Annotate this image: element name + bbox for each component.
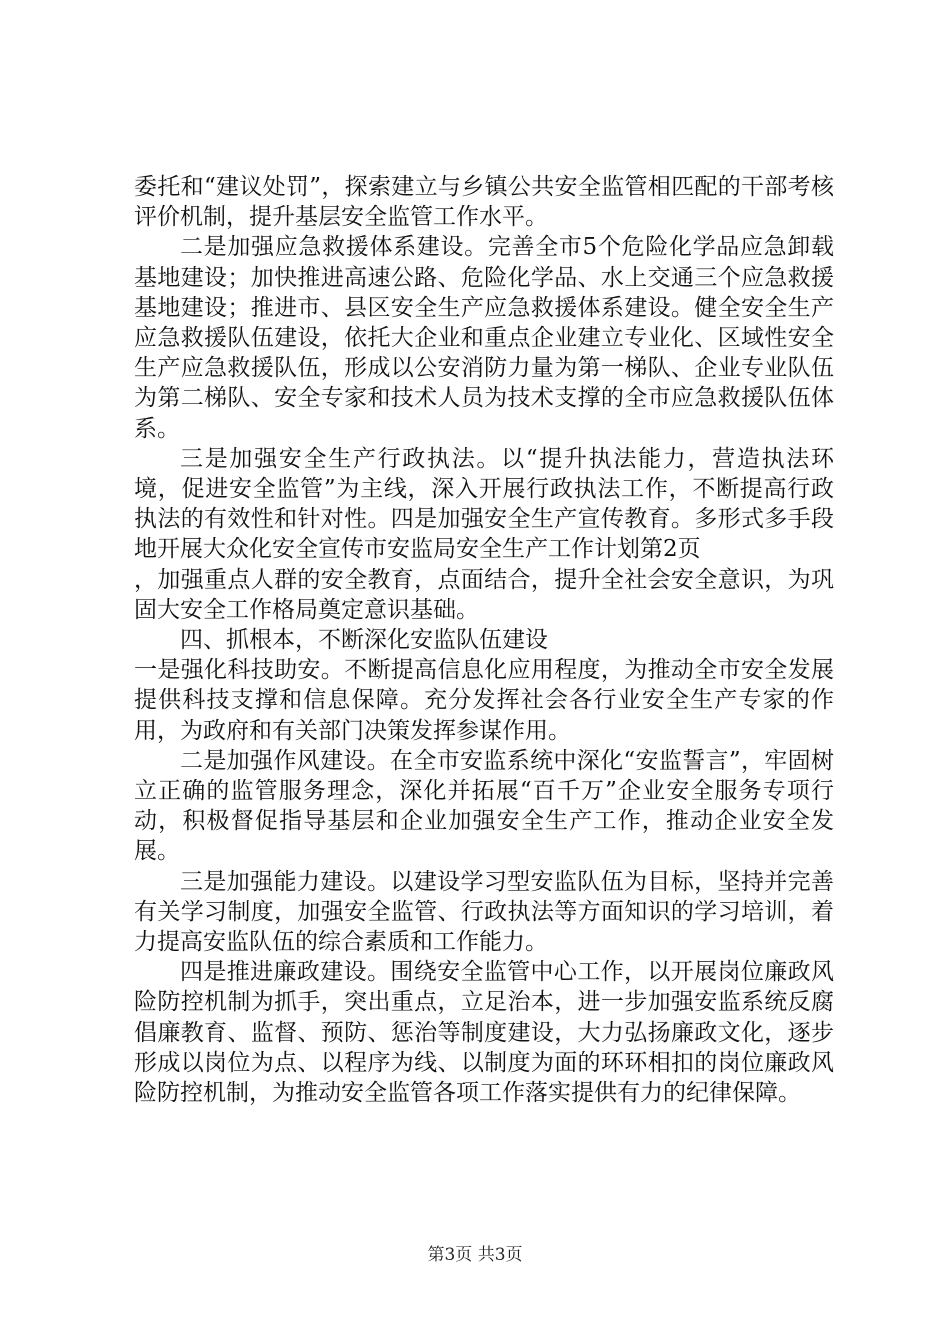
- paragraph-1: 委托和“建议处罚”，探索建立与乡镇公共安全监管相匹配的干部考核评价机制，提升基层安全监管工作水平。: [134, 174, 834, 231]
- paragraph-6: 一是强化科技助安。不断提高信息化应用程度，为推动全市安全发展提供科技支撑和信息保障。充分发挥社会各行业安全生产专家的作用，为政府和有关部门决策发挥参谋作用。: [134, 657, 834, 744]
- paragraph-2: 二是加强应急救援体系建设。完善全市5个危险化学品应急卸载基地建设；加快推进高速公路、危险化学品、水上交通三个应急救援基地建设；推进市、县区安全生产应急救援体系建设。健全安全生产应急救援队伍建设，依托大企业和重点企业建立专业化、区域性安全生产应急救援队伍，形成以公安消防力量为第一梯队、企业专业队伍为第二梯队、安全专家和技术人员为技术支撑的全市应急救援队伍体系。: [134, 234, 834, 442]
- section-heading: 四、抓根本，不断深化安监队伍建设: [180, 627, 548, 654]
- page-footer: 第3页 共3页: [427, 1245, 523, 1265]
- paragraph-9: 四是推进廉政建设。围绕安全监管中心工作，以开展岗位廉政风险防控机制为抓手，突出重点，立足治本，进一步加强安监系统反腐倡廉教育、监督、预防、惩治等制度建设，大力弘扬廉政文化，逐步形成以岗位为点、以程序为线、以制度为面的环环相扣的岗位廉政风险防控机制，为推动安全监管各项工作落实提供有力的纪律保障。: [134, 959, 834, 1107]
- paragraph-4: ，加强重点人群的安全教育，点面结合，提升全社会安全意识，为巩固大安全工作格局奠定意识基础。: [134, 566, 834, 623]
- paragraph-8: 三是加强能力建设。以建设学习型安监队伍为目标，坚持并完善有关学习制度，加强安全监管、行政执法等方面知识的学习培训，着力提高安监队伍的综合素质和工作能力。: [134, 868, 834, 956]
- paragraph-7: 二是加强作风建设。在全市安监系统中深化“安监誓言”，牢固树立正确的监管服务理念，深化并拓展“百千万”企业安全服务专项行动，积极督促指导基层和企业加强安全生产工作，推动企业安全发展。: [134, 747, 834, 865]
- paragraph-3: 三是加强安全生产行政执法。以“提升执法能力，营造执法环境，促进安全监管”为主线，深入开展行政执法工作，不断提高行政执法的有效性和针对性。四是加强安全生产宣传教育。多形式多手段地开展大众化安全宣传市安监局安全生产工作计划第2页: [134, 445, 834, 563]
- document-body: [134, 172, 834, 1108]
